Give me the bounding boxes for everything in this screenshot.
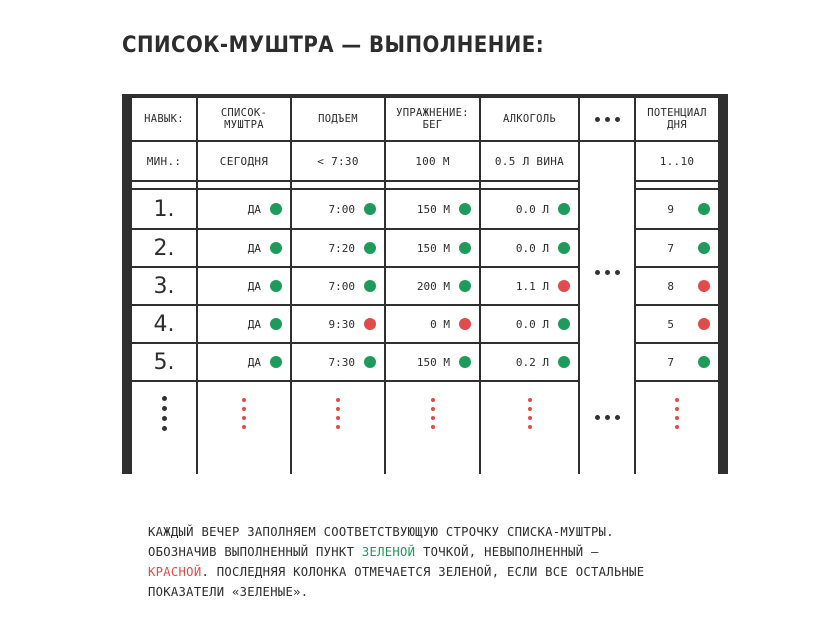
status-dot-green — [558, 242, 570, 254]
status-dot-green — [364, 356, 376, 368]
min-cell-alcohol — [481, 142, 578, 180]
min-label: МИН.: — [146, 154, 182, 168]
cell-value-wakeup: 7:30 — [328, 355, 355, 369]
continuation-dots-red — [528, 398, 532, 429]
status-dot-red — [698, 318, 710, 330]
table-cell-exercise — [386, 190, 479, 228]
spacer-cell — [481, 182, 578, 188]
cell-value-alcohol: 0.0 Л — [515, 202, 549, 216]
table-cell-checklist — [198, 190, 290, 228]
table-cell-checklist — [198, 268, 290, 304]
cell-value-wakeup: 7:00 — [328, 202, 355, 216]
cell-value-wakeup: 7:20 — [328, 241, 355, 255]
table-cell-alcohol — [481, 230, 578, 266]
min-cell-exercise — [386, 142, 479, 180]
row-number: 5. — [153, 349, 175, 375]
spacer-cell — [132, 182, 196, 188]
table-cell-alcohol — [481, 306, 578, 342]
continuation-cell — [132, 382, 196, 474]
table-cell-potential — [636, 230, 718, 266]
cell-value-alcohol: 0.2 Л — [515, 355, 549, 369]
caption-line-2: ОБОЗНАЧИВ ВЫПОЛНЕННЫЙ ПУНКТ — [148, 545, 362, 559]
row-number: 4. — [153, 311, 175, 337]
checklist-table — [122, 94, 728, 474]
table-cell-alcohol — [481, 344, 578, 380]
status-dot-green — [270, 203, 282, 215]
table-cell-checklist — [198, 306, 290, 342]
table-cell-wakeup — [292, 230, 384, 266]
continuation-cell — [292, 382, 384, 474]
status-dot-green — [698, 203, 710, 215]
cell-value-checklist: ДА — [247, 279, 261, 293]
status-dot-green — [558, 356, 570, 368]
status-dot-green — [459, 280, 471, 292]
continuation-cell — [636, 382, 718, 474]
cell-value-potential: 5 — [667, 317, 674, 331]
header-cell-checklist — [198, 98, 290, 140]
continuation-dots-red — [431, 398, 435, 429]
status-dot-green — [459, 242, 471, 254]
status-dot-green — [270, 280, 282, 292]
table-cell-exercise — [386, 306, 479, 342]
status-dot-green — [364, 280, 376, 292]
table-cell-exercise — [386, 268, 479, 304]
header-ellipsis — [595, 117, 620, 122]
header-label-alcohol: АЛКОГОЛЬ — [503, 113, 556, 125]
cell-value-exercise: 150 М — [416, 241, 450, 255]
cell-value-exercise: 0 М — [430, 317, 450, 331]
status-dot-green — [558, 318, 570, 330]
cell-value-wakeup: 9:30 — [328, 317, 355, 331]
continuation-dots-red — [242, 398, 246, 429]
status-dot-red — [364, 318, 376, 330]
status-dot-green — [698, 242, 710, 254]
min-cell-wakeup — [292, 142, 384, 180]
status-dot-green — [270, 318, 282, 330]
min-value-wakeup: < 7:30 — [317, 154, 359, 168]
status-dot-red — [698, 280, 710, 292]
row-number-cell — [132, 190, 196, 228]
min-value-checklist: СЕГОДНЯ — [219, 154, 269, 168]
cell-value-checklist: ДА — [247, 241, 261, 255]
caption-line-1: КАЖДЫЙ ВЕЧЕР ЗАПОЛНЯЕМ СООТВЕТСТВУЮЩУЮ СТРОЧКУ СПИСКА-МУШТРЫ. — [148, 525, 614, 539]
header-cell-potential — [636, 98, 718, 140]
status-dot-green — [459, 203, 471, 215]
row-number-cell — [132, 344, 196, 380]
caption-line-2-end: ТОЧКОЙ, НЕВЫПОЛНЕННЫЙ — — [415, 545, 599, 559]
header-cell-exercise — [386, 98, 479, 140]
status-dot-red — [459, 318, 471, 330]
min-value-alcohol: 0.5 Л ВИНА — [494, 154, 565, 168]
ellipsis-middle — [595, 270, 620, 275]
table-cell-potential — [636, 344, 718, 380]
cell-value-exercise: 200 М — [416, 279, 450, 293]
spacer-cell — [386, 182, 479, 188]
cell-value-alcohol: 0.0 Л — [515, 241, 549, 255]
continuation-dots-red — [675, 398, 679, 429]
table-cell-checklist — [198, 344, 290, 380]
min-cell-potential — [636, 142, 718, 180]
header-label-wakeup: ПОДЪЕМ — [318, 113, 358, 125]
spacer-cell — [636, 182, 718, 188]
header-label-checklist: СПИСОК- МУШТРА — [220, 107, 268, 131]
continuation-cell — [481, 382, 578, 474]
cell-value-exercise: 150 М — [416, 202, 450, 216]
status-dot-green — [364, 242, 376, 254]
header-cell-wakeup — [292, 98, 384, 140]
cell-value-potential: 7 — [667, 355, 674, 369]
row-number-cell — [132, 268, 196, 304]
caption-green-word: ЗЕЛЕНОЙ — [361, 545, 416, 559]
continuation-cell — [198, 382, 290, 474]
status-dot-green — [270, 356, 282, 368]
spacer-cell — [198, 182, 290, 188]
spacer-cell — [292, 182, 384, 188]
cell-value-exercise: 150 М — [416, 355, 450, 369]
table-cell-wakeup — [292, 268, 384, 304]
header-label-skill: НАВЫК: — [144, 113, 184, 125]
min-value-exercise: 100 М — [415, 154, 450, 168]
table-cell-checklist — [198, 230, 290, 266]
caption — [148, 522, 748, 602]
ellipsis-bottom — [595, 415, 620, 420]
row-number: 1. — [153, 196, 175, 222]
table-cell-alcohol — [481, 268, 578, 304]
caption-red-word: КРАСНОЙ — [148, 565, 202, 579]
cell-value-checklist: ДА — [247, 202, 261, 216]
table-cell-wakeup — [292, 344, 384, 380]
table-cell-potential — [636, 268, 718, 304]
min-label-cell — [132, 142, 196, 180]
cell-value-checklist: ДА — [247, 317, 261, 331]
status-dot-red — [558, 280, 570, 292]
continuation-cell — [386, 382, 479, 474]
table-cell-wakeup — [292, 190, 384, 228]
table-cell-wakeup — [292, 306, 384, 342]
row-number-cell — [132, 306, 196, 342]
cell-value-alcohol: 1.1 Л — [515, 279, 549, 293]
cell-value-alcohol: 0.0 Л — [515, 317, 549, 331]
continuation-dots — [162, 396, 167, 431]
cell-value-potential: 9 — [667, 202, 674, 216]
header-label-exercise: УПРАЖНЕНИЕ: БЕГ — [396, 107, 469, 131]
status-dot-green — [558, 203, 570, 215]
min-value-potential: 1..10 — [659, 154, 695, 168]
status-dot-green — [459, 356, 471, 368]
table-cell-potential — [636, 190, 718, 228]
caption-line-4: ПОКАЗАТЕЛИ «ЗЕЛЕНЫЕ». — [148, 585, 309, 599]
header-cell-skill — [132, 98, 196, 140]
cell-value-wakeup: 7:00 — [328, 279, 355, 293]
status-dot-green — [698, 356, 710, 368]
min-cell-checklist — [198, 142, 290, 180]
table-cell-exercise — [386, 230, 479, 266]
status-dot-green — [364, 203, 376, 215]
cell-value-potential: 8 — [667, 279, 674, 293]
header-cell-ellipsis — [580, 98, 634, 140]
table-cell-exercise — [386, 344, 479, 380]
cell-value-potential: 7 — [667, 241, 674, 255]
row-number-cell — [132, 230, 196, 266]
cell-value-checklist: ДА — [247, 355, 261, 369]
continuation-dots-red — [336, 398, 340, 429]
ellipsis-column — [580, 142, 634, 474]
table-cell-alcohol — [481, 190, 578, 228]
caption-line-3: . ПОСЛЕДНЯЯ КОЛОНКА ОТМЕЧАЕТСЯ ЗЕЛЕНОЙ, ЕСЛИ ВСЕ ОСТАЛЬНЫЕ — [201, 565, 645, 579]
header-cell-alcohol — [481, 98, 578, 140]
page-title: СПИСОК-МУШТРА — ВЫПОЛНЕНИЕ: — [122, 33, 545, 58]
row-number: 3. — [153, 273, 175, 299]
table-cell-potential — [636, 306, 718, 342]
row-number: 2. — [153, 235, 175, 261]
status-dot-green — [270, 242, 282, 254]
header-label-potential: ПОТЕНЦИАЛ ДНЯ — [647, 107, 707, 131]
